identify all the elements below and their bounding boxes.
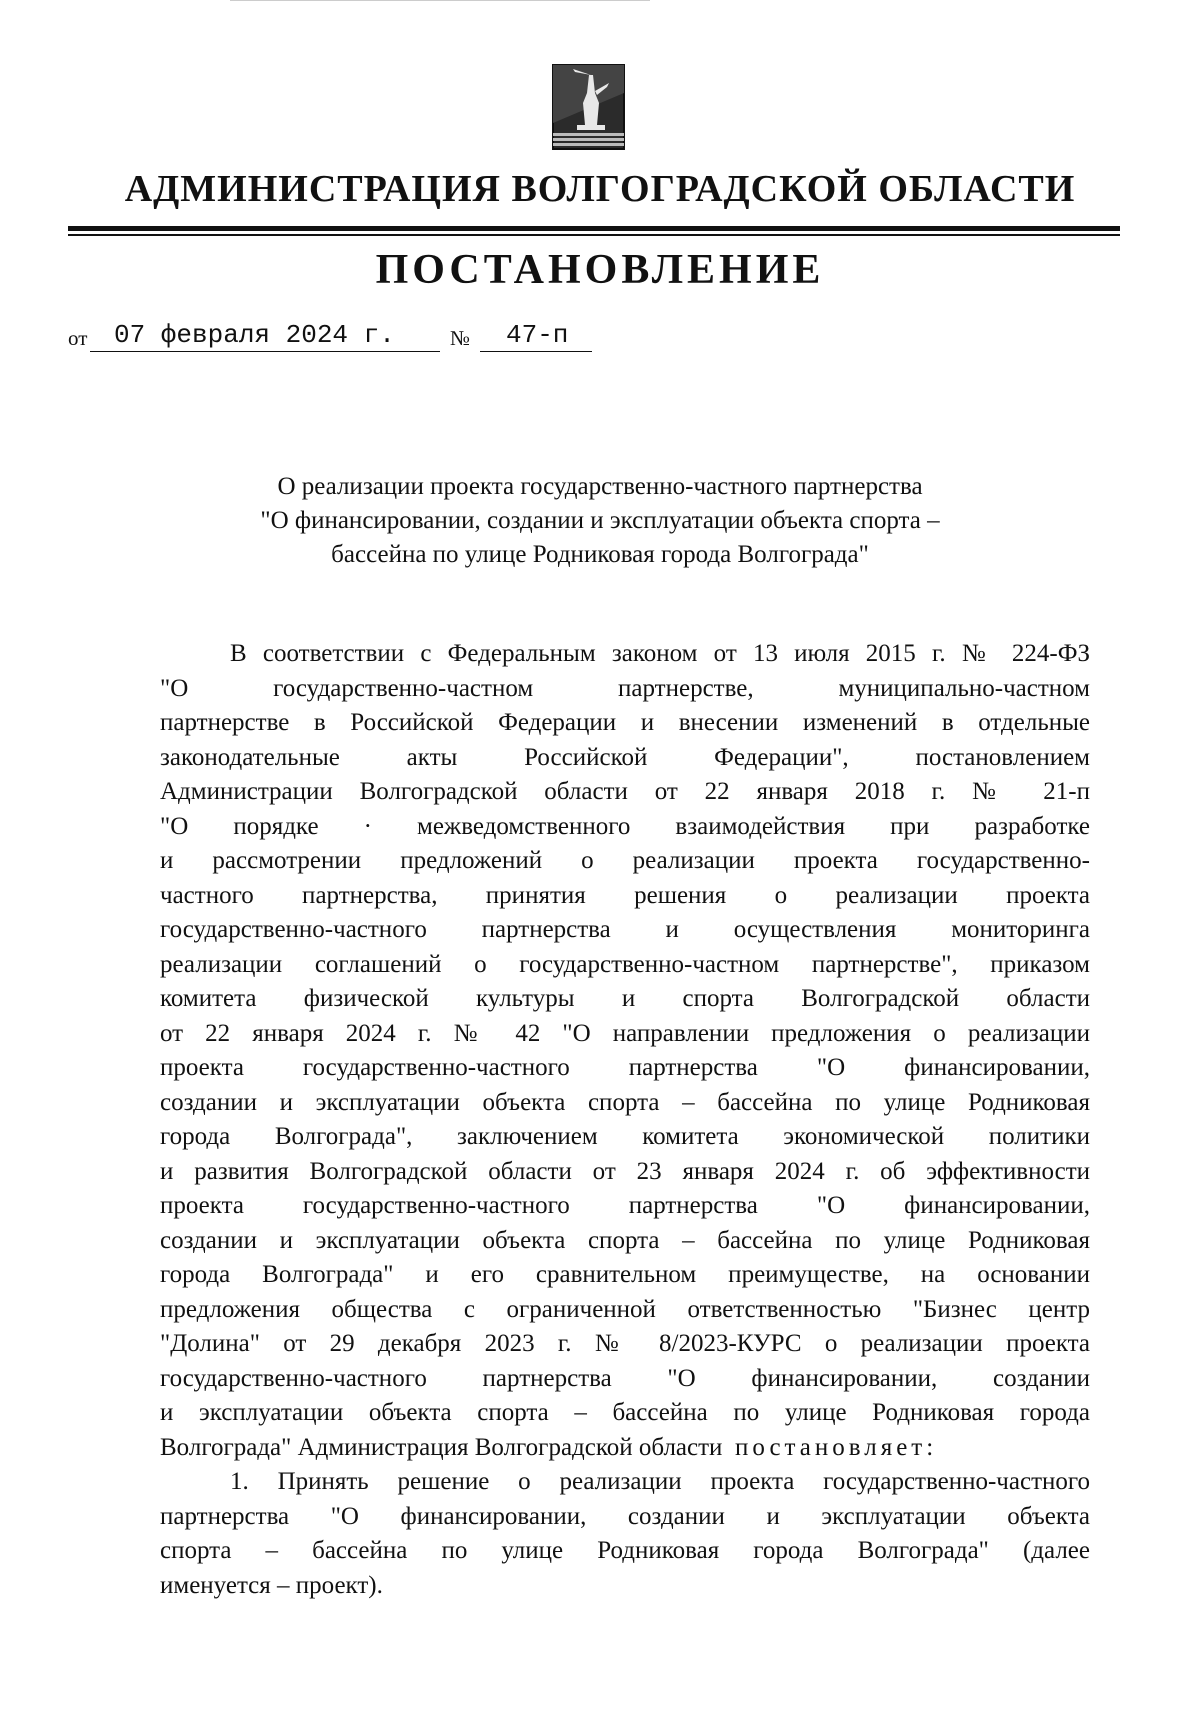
- item-1-line: партнерства "О финансировании, создании и эксплуатации объекта: [160, 1502, 1090, 1530]
- body-line: комитета физической культуры и спорта Волгоградской области: [160, 985, 1090, 1012]
- body-line: создании и эксплуатации объекта спорта – бассейна по улице Родниковая: [160, 1088, 1090, 1116]
- body-line: и эксплуатации объекта спорта – бассейна по улице Родниковая города: [160, 1399, 1090, 1426]
- body-line: города Волгограда", заключением комитета экономической политики: [160, 1123, 1090, 1150]
- body-line: "О государственно-частном партнерстве, муниципально-частном: [160, 674, 1090, 702]
- body-line: и развития Волгоградской области от 23 января 2024 г. об эффективности: [160, 1157, 1090, 1185]
- body-line: государственно-частного партнерства "О финансировании, создании: [160, 1364, 1090, 1392]
- number-label: №: [450, 326, 471, 350]
- date-underline: [90, 351, 440, 352]
- organization-name: АДМИНИСТРАЦИЯ ВОЛГОГРАДСКОЙ ОБЛАСТИ: [124, 168, 1076, 210]
- body-line: законодательные акты Российской Федерации", постановлением: [160, 743, 1090, 771]
- body-line: и рассмотрении предложений о реализации проекта государственно-: [160, 847, 1090, 874]
- item-1-line: 1. Принять решение о реализации проекта государственно-частного: [230, 1468, 1090, 1495]
- body-line: реализации соглашений о государственно-частном партнерстве", приказом: [160, 950, 1090, 978]
- header-rule-thin: [68, 234, 1120, 236]
- date-number-line: [68, 318, 628, 358]
- body-line: партнерстве в Российской Федерации и внесении изменений в отдельные: [160, 709, 1090, 736]
- scan-edge-line: [230, 0, 650, 1]
- body-line: предложения общества с ограниченной ответственностью "Бизнес центр: [160, 1295, 1090, 1323]
- date-value: 07 февраля 2024 г.: [114, 320, 395, 350]
- title-line: О реализации проекта государственно-частного партнерства: [277, 473, 923, 500]
- body-line: от 22 января 2024 г. № 42 "О направлении предложения о реализации: [160, 1019, 1090, 1047]
- document-title: [130, 470, 1070, 572]
- item-1-line: именуется – проект).: [160, 1571, 383, 1599]
- date-label: от: [68, 326, 88, 350]
- body-line: частного партнерства, принятия решения о реализации проекта: [160, 881, 1090, 909]
- title-line: "О финансировании, создании и эксплуатации объекта спорта –: [260, 507, 940, 534]
- item-1-line: спорта – бассейна по улице Родниковая города Волгограда" (далее: [160, 1537, 1090, 1564]
- body-line: Администрации Волгоградской области от 22 января 2018 г. № 21-п: [160, 778, 1090, 805]
- number-value: 47-п: [506, 320, 569, 350]
- body-line: "О порядке · межведомственного взаимодействия при разработке: [160, 812, 1090, 840]
- body-line: "Долина" от 29 декабря 2023 г. № 8/2023-КУРС о реализации проекта: [160, 1330, 1090, 1357]
- body-line: создании и эксплуатации объекта спорта – бассейна по улице Родниковая: [160, 1226, 1090, 1254]
- document-body: [160, 637, 1090, 1603]
- body-line: проекта государственно-частного партнерства "О финансировании,: [160, 1054, 1090, 1081]
- document-type: ПОСТАНОВЛЕНИЕ: [375, 247, 825, 293]
- body-line: государственно-частного партнерства и осуществления мониторинга: [160, 916, 1090, 943]
- title-line: бассейна по улице Родниковая города Волгограда": [331, 541, 869, 568]
- number-underline: [480, 351, 592, 352]
- header-rule-thick: [68, 226, 1120, 231]
- resolution-verb: постановляет:: [734, 1433, 938, 1461]
- body-line: В соответствии с Федеральным законом от 13 июля 2015 г. № 224-ФЗ: [230, 640, 1090, 667]
- body-line: проекта государственно-частного партнерства "О финансировании,: [160, 1192, 1090, 1219]
- body-line: города Волгограда" и его сравнительном преимуществе, на основании: [160, 1261, 1090, 1288]
- body-line-resolution: [160, 1431, 1090, 1466]
- resolution-text: Волгограда" Администрация Волгоградской области: [160, 1433, 723, 1461]
- coat-of-arms-emblem: [551, 63, 626, 151]
